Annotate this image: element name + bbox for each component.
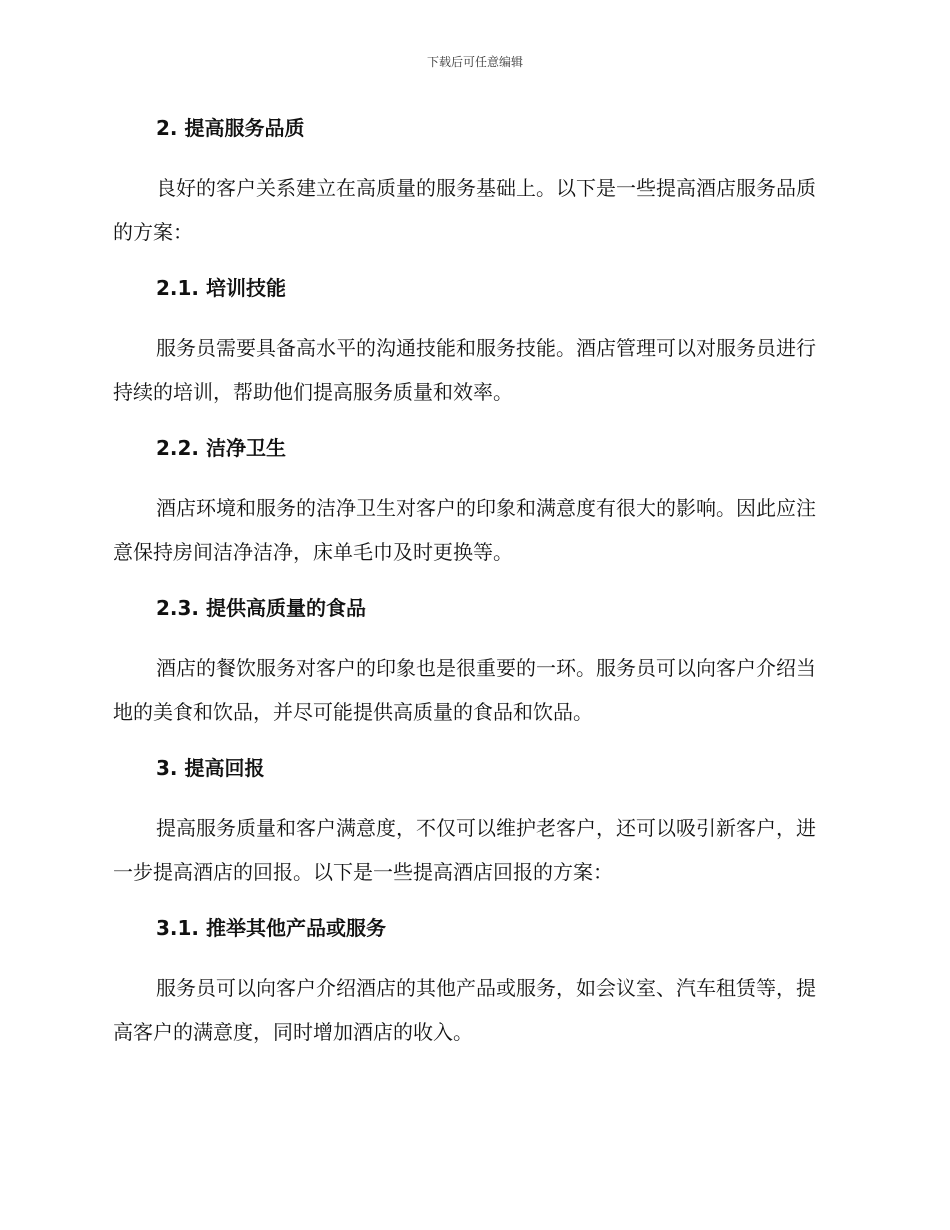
- section-paragraph-2: 良好的客户关系建立在高质量的服务基础上。以下是一些提高酒店服务品质的方案：: [113, 176, 816, 244]
- section-heading-3-1: 3.1. 推举其他产品或服务: [156, 916, 386, 940]
- section-paragraph-2-3: 酒店的餐饮服务对客户的印象也是很重要的一环。服务员可以向客户介绍当地的美食和饮品，并尽可能提供高质量的食品和饮品。: [113, 656, 816, 724]
- section-heading-2-3: 2.3. 提供高质量的食品: [156, 596, 366, 620]
- section-heading-2-1: 2.1. 培训技能: [156, 276, 286, 300]
- section-heading-2: 2. 提高服务品质: [156, 116, 305, 140]
- section-paragraph-2-2: 酒店环境和服务的洁净卫生对客户的印象和满意度有很大的影响。因此应注意保持房间洁净洁净，床单毛巾及时更换等。: [113, 496, 816, 564]
- section-paragraph-3-1: 服务员可以向客户介绍酒店的其他产品或服务，如会议室、汽车租赁等，提高客户的满意度，同时增加酒店的收入。: [113, 976, 816, 1044]
- section-heading-3: 3. 提高回报: [156, 756, 265, 780]
- section-paragraph-2-1: 服务员需要具备高水平的沟通技能和服务技能。酒店管理可以对服务员进行持续的培训，帮助他们提高服务质量和效率。: [113, 336, 816, 404]
- page-header: 下载后可任意编辑: [426, 55, 523, 69]
- section-paragraph-3: 提高服务质量和客户满意度，不仅可以维护老客户，还可以吸引新客户，进一步提高酒店的回报。以下是一些提高酒店回报的方案：: [113, 816, 816, 884]
- section-heading-2-2: 2.2. 洁净卫生: [156, 436, 286, 460]
- document-body: [113, 110, 833, 1070]
